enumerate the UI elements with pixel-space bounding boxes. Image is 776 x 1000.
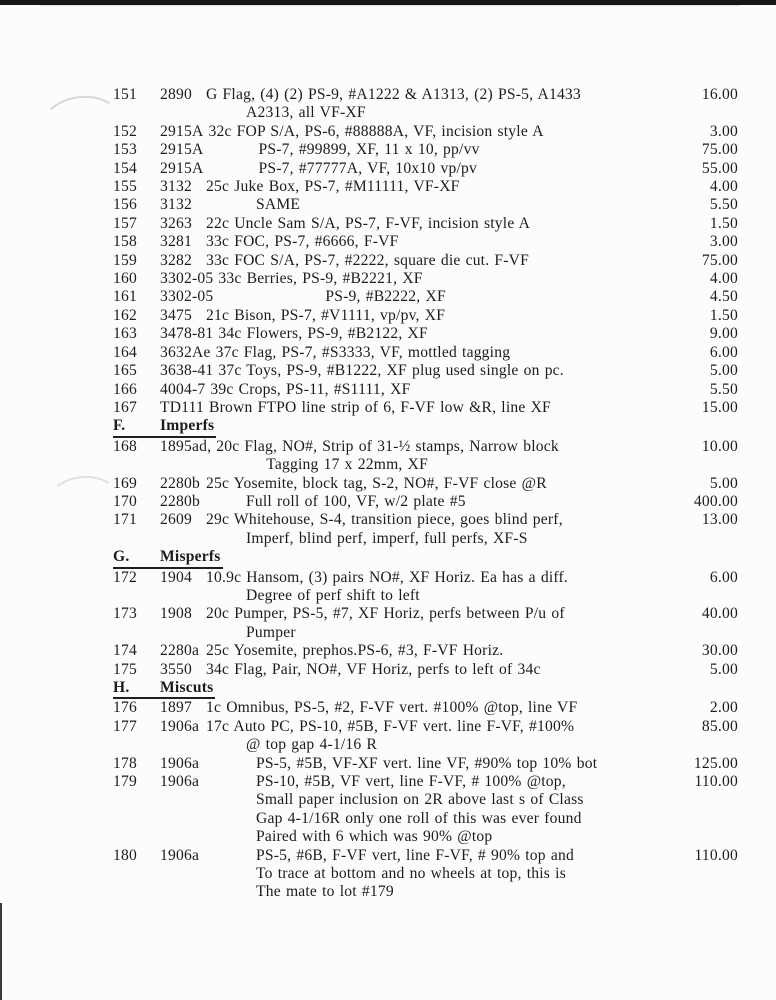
description-line: PS-7, #77777A, VF, 10x10 vp/pv	[258, 159, 478, 177]
price: 1.50	[709, 214, 738, 232]
description	[206, 178, 680, 196]
description	[206, 699, 680, 717]
price: 110.00	[694, 773, 738, 791]
catalog-number: 3281	[160, 233, 192, 251]
description-line: PS-10, #5B, VF vert, line F-VF, # 100% @top,	[256, 773, 566, 791]
table-row	[113, 307, 738, 325]
catalog-number: 1906a	[160, 846, 200, 864]
price: 10.00	[701, 437, 738, 455]
section-header-row	[113, 548, 738, 568]
description-line: The mate to lot #179	[256, 883, 394, 901]
price: 30.00	[701, 642, 738, 660]
description-line: Pumper	[246, 623, 296, 641]
catalog-number: 1906a	[160, 754, 200, 772]
catalog-number: 2280a	[160, 642, 200, 660]
description-line: SAME	[256, 196, 301, 214]
price: 3.00	[709, 122, 738, 140]
lot-number: 159	[113, 251, 137, 269]
lot-number: 177	[113, 717, 137, 735]
lot-number: 155	[113, 178, 137, 196]
table-row	[113, 178, 738, 196]
description	[206, 307, 680, 325]
lot-number: 169	[113, 474, 137, 492]
description	[216, 344, 680, 362]
section-header	[113, 679, 215, 699]
table-row	[113, 86, 738, 123]
price: 85.00	[701, 717, 738, 735]
description	[208, 123, 680, 141]
catalog-number: 2280b	[160, 492, 200, 510]
catalog-number: 1906a	[160, 773, 200, 791]
description	[206, 215, 680, 233]
price: 6.00	[709, 568, 738, 586]
description-line: 32c FOP S/A, PS-6, #88888A, VF, incision style A	[208, 122, 544, 140]
catalog-number: 1895ad,	[160, 437, 212, 455]
catalog-number: 3475	[160, 306, 192, 324]
description	[218, 288, 680, 306]
price: 1.50	[709, 306, 738, 324]
description	[208, 141, 680, 159]
description	[209, 399, 680, 417]
description-line: PS-5, #6B, F-VF vert, line F-VF, # 90% top and	[256, 846, 575, 864]
description	[206, 569, 680, 606]
description	[206, 718, 680, 755]
section-header	[113, 548, 223, 568]
table-row	[113, 381, 738, 399]
description	[206, 493, 680, 511]
description-line: PS-5, #5B, VF-XF vert. line VF, #90% top 10% bot	[256, 754, 598, 772]
price: 5.00	[709, 474, 738, 492]
price: 5.00	[709, 362, 738, 380]
price: 16.00	[701, 86, 738, 103]
section-header-row	[113, 417, 738, 437]
lot-number: 153	[113, 141, 137, 159]
description-line: 33c Berries, PS-9, #B2221, XF	[218, 270, 423, 288]
description-line: 17c Auto PC, PS-10, #5B, F-VF vert. line F-VF, #100%	[206, 717, 575, 735]
catalog-number: 2280b	[160, 474, 200, 492]
table-row	[113, 233, 738, 251]
price: 6.00	[709, 343, 738, 361]
catalog-number: 3302-05	[160, 288, 214, 306]
description	[210, 381, 680, 399]
table-row	[113, 438, 738, 475]
price: 75.00	[701, 251, 738, 269]
lot-number: 164	[113, 343, 137, 361]
table-row	[113, 511, 738, 548]
table-row	[113, 847, 738, 902]
lot-number: 152	[113, 122, 137, 140]
catalog-number: 1908	[160, 605, 192, 623]
scan-artifact-arc	[49, 474, 120, 523]
description-line: 20c Pumper, PS-5, #7, XF Horiz, perfs between P/u of	[206, 605, 565, 623]
description-line: 25c Yosemite, block tag, S-2, NO#, F-VF close @R	[206, 474, 547, 492]
description	[206, 661, 680, 679]
section-header-row	[113, 679, 738, 699]
catalog-number: 3302-05	[160, 270, 214, 288]
price: 4.00	[709, 270, 738, 288]
lot-number: 167	[113, 398, 137, 416]
table-row	[113, 755, 738, 773]
description-line: 37c Toys, PS-9, #B1222, XF plug used single on pc.	[218, 362, 564, 380]
lot-number: 180	[113, 846, 137, 864]
lot-number: 173	[113, 605, 137, 623]
table-row	[113, 642, 738, 660]
catalog-number: 3550	[160, 660, 192, 678]
lot-number: 157	[113, 214, 137, 232]
description-line: To trace at bottom and no wheels at top, this is	[256, 865, 566, 883]
table-row	[113, 475, 738, 493]
catalog-number: 1897	[160, 699, 192, 717]
price: 110.00	[694, 846, 738, 864]
table-row	[113, 215, 738, 233]
description	[206, 252, 680, 270]
description-line: 33c FOC, PS-7, #6666, F-VF	[206, 233, 399, 251]
scan-top-edge-artifact	[0, 0, 776, 5]
price: 9.00	[709, 325, 738, 343]
catalog-number: 3638-41	[160, 362, 214, 380]
scan-left-edge-artifact	[0, 903, 2, 1000]
lot-number: 166	[113, 380, 137, 398]
price: 75.00	[701, 141, 738, 159]
description	[216, 438, 680, 475]
catalog-number: 1906a	[160, 717, 200, 735]
description	[218, 325, 680, 343]
catalog-number: TD111	[160, 398, 205, 416]
price: 4.00	[709, 178, 738, 196]
price: 13.00	[701, 511, 738, 529]
table-row	[113, 288, 738, 306]
description-line: Brown FTPO line strip of 6, F-VF low &R, line XF	[209, 398, 551, 416]
catalog-number: 2890	[160, 86, 192, 103]
description	[208, 160, 680, 178]
lot-number: 160	[113, 270, 137, 288]
lot-number: 171	[113, 511, 137, 529]
table-row	[113, 344, 738, 362]
lot-number: 165	[113, 362, 137, 380]
section-letter: H.	[113, 679, 130, 696]
description-line: 39c Crops, PS-11, #S1111, XF	[210, 380, 411, 398]
catalog-number: 3132	[160, 196, 192, 214]
description-line: @ top gap 4-1/16 R	[246, 736, 378, 754]
lot-number: 176	[113, 699, 137, 717]
table-row	[113, 196, 738, 214]
description-line: 34c Flag, Pair, NO#, VF Horiz, perfs to left of 34c	[206, 660, 541, 678]
catalog-number: 2915A	[160, 122, 204, 140]
description-line: Imperf, blind perf, imperf, full perfs, XF-S	[246, 529, 528, 547]
lot-number: 156	[113, 196, 137, 214]
catalog-number: 4004-7	[160, 380, 206, 398]
table-row	[113, 325, 738, 343]
catalog-number: 3478-81	[160, 325, 214, 343]
price: 55.00	[701, 159, 738, 177]
scan-artifact-arc	[39, 92, 124, 156]
description-line: PS-9, #B2222, XF	[325, 288, 446, 306]
description-line: 37c Flag, PS-7, #S3333, VF, mottled tagging	[215, 343, 511, 361]
table-row	[113, 699, 738, 717]
catalog-number: 2915A	[160, 141, 204, 159]
description	[206, 475, 680, 493]
lot-number: 161	[113, 288, 137, 306]
description-line: 1c Omnibus, PS-5, #2, F-VF vert. #100% @top, line VF	[206, 699, 578, 717]
table-row	[113, 252, 738, 270]
price: 2.00	[709, 699, 738, 717]
table-row	[113, 661, 738, 679]
description-line: Small paper inclusion on 2R above last s of Class	[256, 791, 584, 809]
lot-number: 154	[113, 159, 137, 177]
catalog-number: 3132	[160, 178, 192, 196]
description-line: 22c Uncle Sam S/A, PS-7, F-VF, incision style A	[206, 214, 531, 232]
price: 40.00	[701, 605, 738, 623]
description	[206, 642, 680, 660]
lot-number: 162	[113, 306, 137, 324]
section-title: Miscuts	[160, 679, 214, 696]
table-row	[113, 773, 738, 847]
description-line: 21c Bison, PS-7, #V1111, vp/pv, XF	[206, 306, 446, 324]
lot-number: 179	[113, 773, 137, 791]
catalog-number: 3282	[160, 251, 192, 269]
description	[206, 773, 680, 847]
description-line: 20c Flag, NO#, Strip of 31-½ stamps, Narrow block	[216, 437, 559, 455]
description-line: Paired with 6 which was 90% @top	[256, 828, 493, 846]
price: 5.50	[709, 196, 738, 214]
description	[206, 511, 680, 548]
table-row	[113, 123, 738, 141]
lot-number: 175	[113, 660, 137, 678]
price: 5.00	[709, 660, 738, 678]
lot-number: 163	[113, 325, 137, 343]
section-title: Imperfs	[160, 417, 215, 435]
catalog-number: 1904	[160, 568, 192, 586]
description-line: Full roll of 100, VF, w/2 plate #5	[246, 492, 466, 510]
section-letter: F.	[113, 417, 126, 435]
price: 5.50	[709, 380, 738, 398]
description-line: A2313, all VF-XF	[246, 104, 366, 122]
description	[206, 755, 680, 773]
price: 125.00	[693, 754, 738, 772]
table-row	[113, 569, 738, 606]
description	[206, 86, 680, 123]
description	[206, 233, 680, 251]
description-line: PS-7, #99899, XF, 11 x 10, pp/vv	[258, 141, 480, 159]
description	[218, 362, 680, 380]
description-line: 25c Yosemite, prephos.PS-6, #3, F-VF Horiz.	[206, 642, 504, 660]
catalog-number: 3632Ae	[160, 343, 211, 361]
lot-number: 178	[113, 754, 137, 772]
description-line: Gap 4-1/16R only one roll of this was ever found	[256, 809, 582, 827]
table-row	[113, 141, 738, 159]
table-row	[113, 160, 738, 178]
description-line: Degree of perf shift to left	[246, 586, 420, 604]
price: 15.00	[701, 398, 738, 416]
description-line: Tagging 17 x 22mm, XF	[266, 456, 428, 474]
description-line: 34c Flowers, PS-9, #B2122, XF	[218, 325, 428, 343]
lot-number: 170	[113, 492, 137, 510]
price: 3.00	[709, 233, 738, 251]
table-row	[113, 362, 738, 380]
table-row	[113, 399, 738, 417]
catalog-number: 2609	[160, 511, 192, 529]
description	[218, 270, 680, 288]
catalog-number: 2915A	[160, 159, 204, 177]
description	[206, 847, 680, 902]
lot-number: 172	[113, 568, 137, 586]
table-row	[113, 270, 738, 288]
section-title: Misperfs	[160, 548, 221, 566]
lot-number: 158	[113, 233, 137, 251]
description	[206, 196, 680, 214]
description-line: 10.9c Hansom, (3) pairs NO#, XF Horiz. Ea has a diff.	[206, 568, 569, 586]
lot-number: 151	[113, 86, 137, 103]
price: 4.50	[709, 288, 738, 306]
price: 400.00	[693, 492, 738, 510]
section-header	[113, 417, 216, 437]
description	[206, 605, 680, 642]
lot-table	[113, 86, 738, 902]
lot-number: 174	[113, 642, 137, 660]
table-row	[113, 493, 738, 511]
catalog-number: 3263	[160, 214, 192, 232]
table-row	[113, 718, 738, 755]
description-line: 25c Juke Box, PS-7, #M11111, VF-XF	[206, 178, 460, 196]
description-line: 29c Whitehouse, S-4, transition piece, goes blind perf,	[206, 511, 563, 529]
description-line: G Flag, (4) (2) PS-9, #A1222 & A1313, (2) PS-5, A1433	[206, 86, 581, 103]
table-row	[113, 605, 738, 642]
lot-number: 168	[113, 437, 137, 455]
section-letter: G.	[113, 548, 130, 566]
description-line: 33c FOC S/A, PS-7, #2222, square die cut. F-VF	[206, 251, 530, 269]
